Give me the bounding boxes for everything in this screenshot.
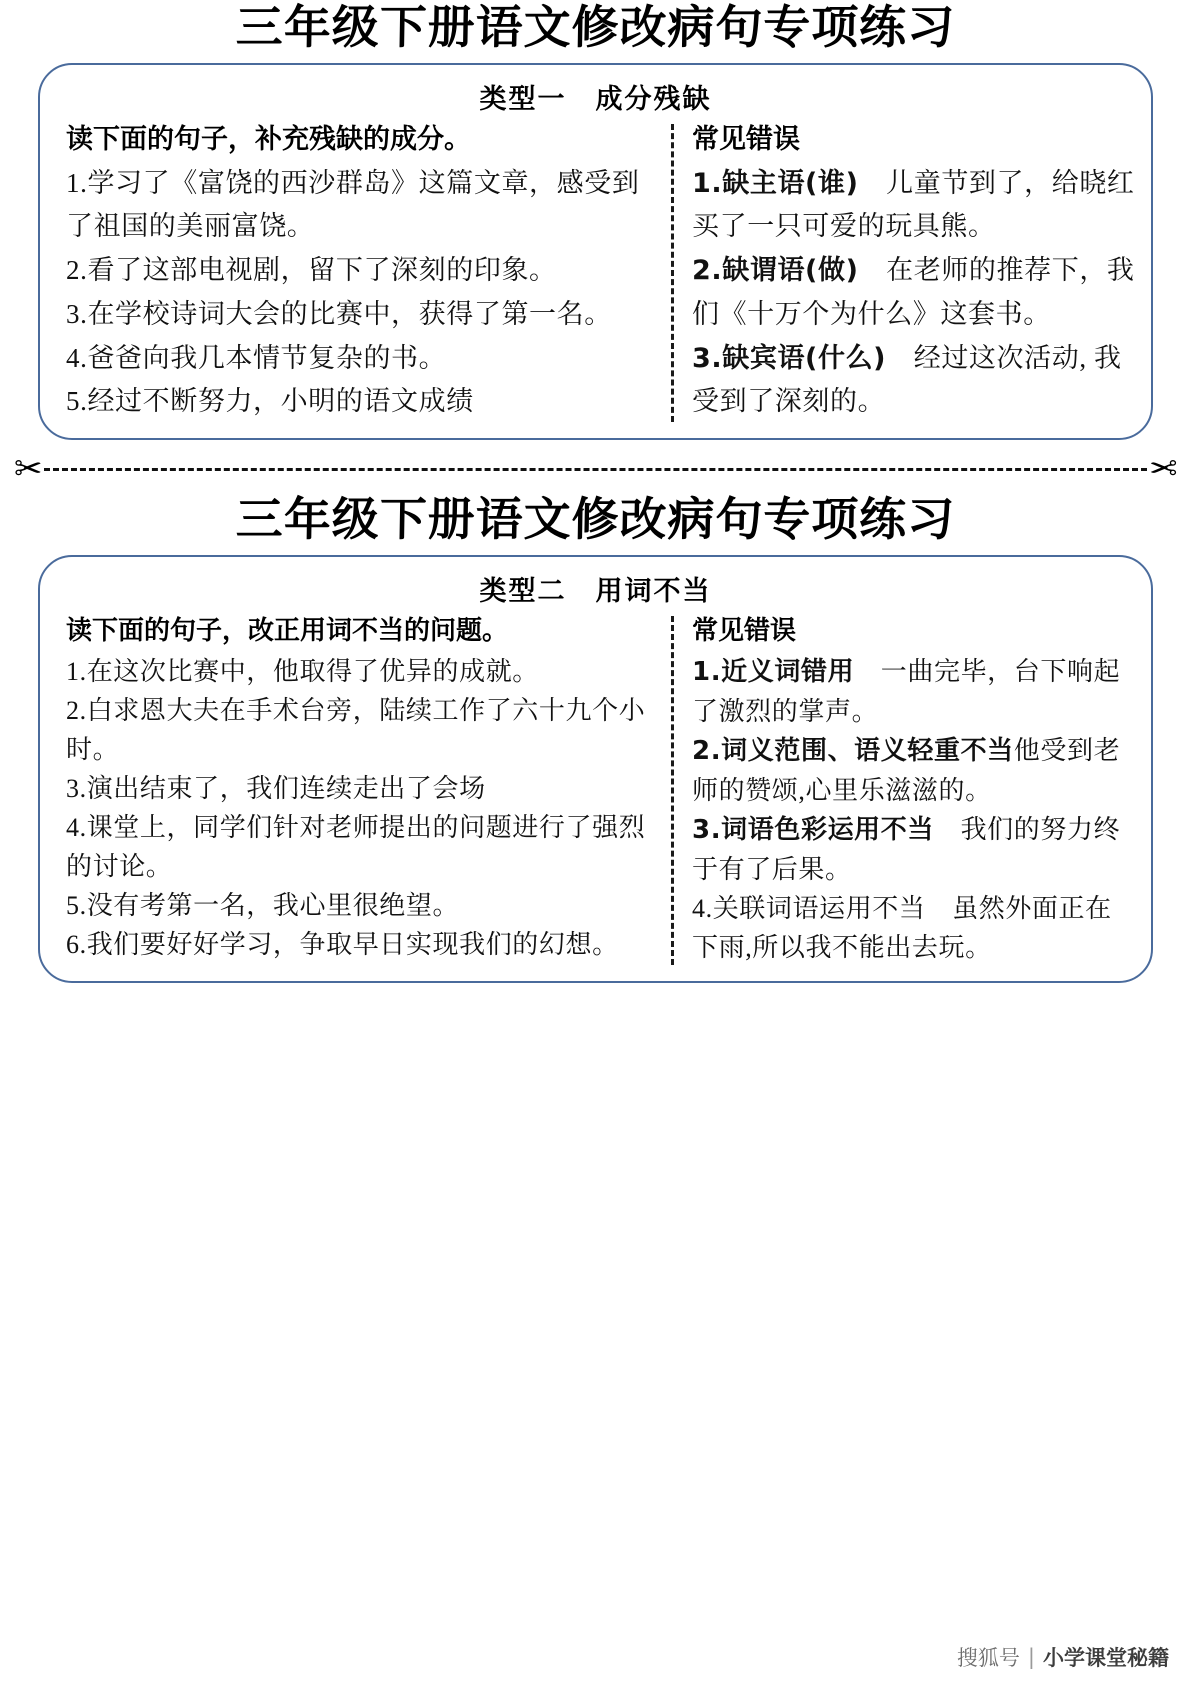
- error-item: [692, 652, 1137, 731]
- error-lead: 3.词语色彩运用不当: [692, 815, 934, 846]
- error-text: 我们的努力终于有了后果。: [692, 815, 1121, 885]
- question-item: 1.学习了《富饶的西沙群岛》这篇文章，感受到了祖国的美丽富饶。: [66, 167, 640, 242]
- error-text: 在老师的推荐下，我们《十万个为什么》这套书。: [692, 255, 1135, 329]
- question-item: 3.在学校诗词大会的比赛中，获得了第一名。: [66, 298, 612, 329]
- error-item: [692, 731, 1137, 810]
- error-item: [692, 810, 1137, 889]
- error-item: [692, 249, 1137, 336]
- questions-heading-2: 读下面的句子，改正用词不当的问题。: [66, 616, 509, 647]
- error-text: 儿童节到了，给晓红买了一只可爱的玩具熊。: [692, 167, 1135, 242]
- card-body-2: [40, 612, 1151, 981]
- common-errors-column-2: [674, 612, 1147, 967]
- worksheet-sheet-1: [0, 0, 1191, 440]
- error-text: 虽然外面正在下雨,所以我不能出去玩。: [692, 894, 1112, 963]
- error-lead: 4.关联词语运用不当: [692, 894, 926, 924]
- worksheet-sheet-2: [0, 492, 1191, 983]
- error-lead: 1.缺主语(谁): [692, 167, 859, 199]
- error-text: 一曲完毕，台下响起了激烈的掌声。: [692, 657, 1121, 727]
- error-item: [692, 889, 1137, 967]
- common-errors-column-1: [674, 120, 1147, 424]
- question-item: 6.我们要好好学习，争取早日实现我们的幻想。: [66, 930, 619, 960]
- cut-dashes: [44, 468, 1147, 471]
- question-item: 4.爸爸向我几本情节复杂的书。: [66, 342, 447, 373]
- question-item: 5.没有考第一名，我心里很绝望。: [66, 891, 460, 921]
- footer-watermark: [957, 1642, 1169, 1672]
- question-item: 5.经过不断努力，小明的语文成绩: [66, 386, 474, 417]
- type-heading-2: 类型二 用词不当: [479, 576, 712, 608]
- error-lead: 1.近义词错用: [692, 657, 855, 688]
- question-item: 1.在这次比赛中，他取得了优异的成就。: [66, 657, 539, 687]
- questions-heading-1: 读下面的句子，补充残缺的成分。: [66, 124, 471, 156]
- error-lead: 2.缺谓语(做): [692, 255, 859, 287]
- question-item: 2.白求恩大夫在手术台旁，陆续工作了六十九个小时。: [66, 696, 646, 765]
- exercise-card-2: [38, 555, 1153, 983]
- error-text: 经过这次活动, 我受到了深刻的。: [692, 342, 1122, 417]
- page-title-2: 三年级下册语文修改病句专项练习: [235, 492, 956, 547]
- error-text: 他受到老师的赞颂,心里乐滋滋的。: [692, 736, 1121, 806]
- error-item: [692, 337, 1137, 424]
- cut-line: [0, 446, 1191, 492]
- scissors-icon: ✂: [14, 449, 43, 490]
- card-body-1: [40, 120, 1151, 438]
- common-errors-heading-2: 常见错误: [692, 616, 797, 647]
- footer-account-name: 小学课堂秘籍: [1043, 1646, 1169, 1670]
- exercise-card-1: [38, 63, 1153, 440]
- footer-source-label: 搜狐号: [956, 1646, 1020, 1670]
- page-title-1: 三年级下册语文修改病句专项练习: [235, 0, 956, 54]
- error-lead: 2.词义范围、语义轻重不当: [692, 736, 1014, 767]
- error-item: [692, 162, 1137, 249]
- type-heading-1: 类型一 成分残缺: [479, 84, 712, 116]
- question-item: 2.看了这部电视剧，留下了深刻的印象。: [66, 255, 557, 286]
- question-item: 4.课堂上，同学们针对老师提出的问题进行了强烈的讨论。: [66, 813, 646, 882]
- question-item: 3.演出结束了，我们连续走出了会场: [66, 774, 486, 804]
- footer-separator: |: [1027, 1645, 1035, 1669]
- questions-column-2: [44, 612, 671, 967]
- error-lead: 3.缺宾语(什么): [692, 342, 887, 374]
- common-errors-heading-1: 常见错误: [692, 124, 800, 156]
- scissors-icon: ✂: [1148, 449, 1177, 490]
- questions-column-1: [44, 120, 671, 424]
